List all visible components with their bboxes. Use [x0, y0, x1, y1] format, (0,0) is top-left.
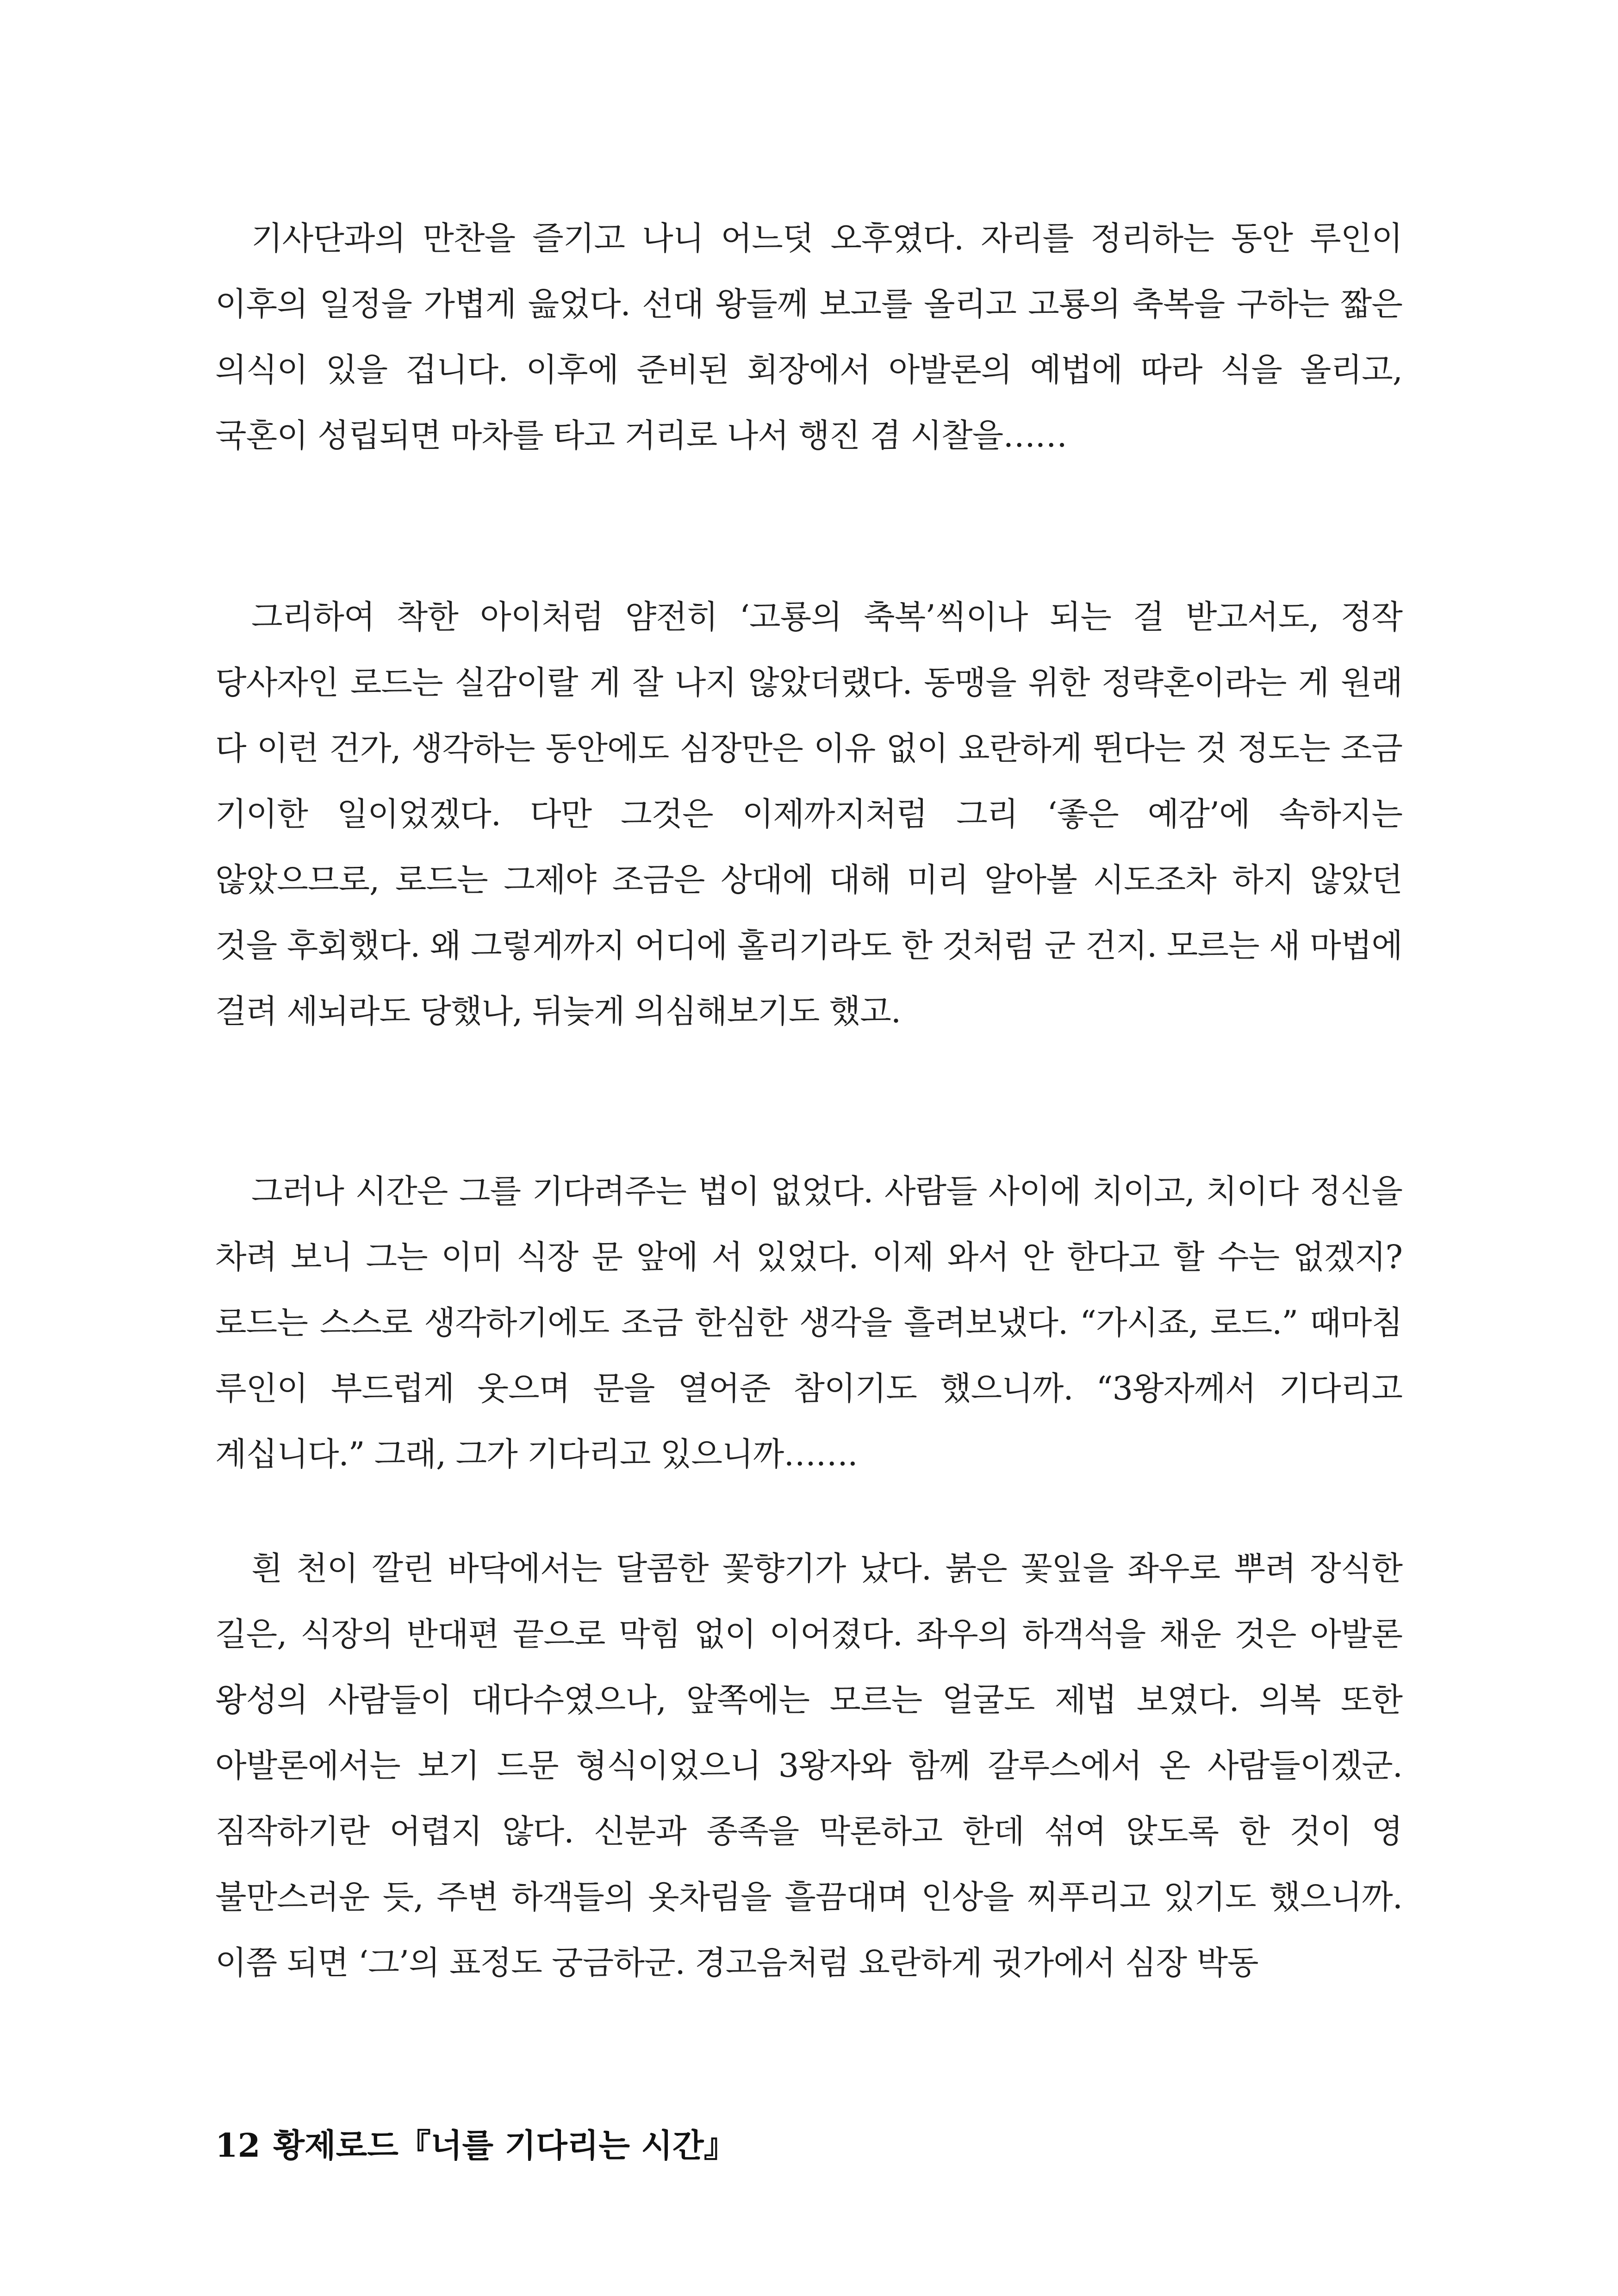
body-paragraph-3: 그러나 시간은 그를 기다려주는 법이 없었다. 사람들 사이에 치이고, 치이다 정신을 차려 보니 그는 이미 식장 문 앞에 서 있었다. 이제 와서 안 한다고 할 수는 없겠지? 로드는 스스로 생각하기에도 조금 한심한 생각을 흘려보냈다. “가시죠, 로드.” 때마침 루인이 부드럽게 웃으며 문을 열어준 참이기도 했으니까. “3왕자께서 기다리고 계십니다.” 그래, 그가 기다리고 있으니까……. [215, 1172, 1402, 1473]
page-footer [215, 2124, 736, 2167]
book-title: 황제로드『너를 기다리는 시간』 [273, 2126, 736, 2165]
body-paragraph-4: 흰 천이 깔린 바닥에서는 달콤한 꽃향기가 났다. 붉은 꽃잎을 좌우로 뿌려 장식한 길은, 식장의 반대편 끝으로 막힘 없이 이어졌다. 좌우의 하객석을 채운 것은 아발론 왕성의 사람들이 대다수였으나, 앞쪽에는 모르는 얼굴도 제법 보였다. 의복 또한 아발론에서는 보기 드문 형식이었으니 3왕자와 함께 갈루스에서 온 사람들이겠군. 짐작하기란 어렵지 않다. 신분과 종족을 막론하고 한데 섞여 앉도록 한 것이 영 불만스러운 듯, 주변 하객들의 옷차림을 흘끔대며 인상을 찌푸리고 있기도 했으니까. 이쯤 되면 ‘그’의 표정도 궁금하군. 경고음처럼 요란하게 귓가에서 심장 박동 [215, 1549, 1402, 1982]
page-number: 12 [215, 2126, 261, 2165]
body-paragraph-1: 기사단과의 만찬을 즐기고 나니 어느덧 오후였다. 자리를 정리하는 동안 루인이 이후의 일정을 가볍게 읊었다. 선대 왕들께 보고를 올리고 고룡의 축복을 구하는 짧은 의식이 있을 겁니다. 이후에 준비된 회장에서 아발론의 예법에 따라 식을 올리고, 국혼이 성립되면 마차를 타고 거리로 나서 행진 겸 시찰을…… [215, 219, 1402, 454]
body-paragraph-2: 그리하여 착한 아이처럼 얌전히 ‘고룡의 축복’씩이나 되는 걸 받고서도, 정작 당사자인 로드는 실감이랄 게 잘 나지 않았더랬다. 동맹을 위한 정략혼이라는 게 원래 다 이런 건가, 생각하는 동안에도 심장만은 이유 없이 요란하게 뛴다는 것 정도는 조금 기이한 일이었겠다. 다만 그것은 이제까지처럼 그리 ‘좋은 예감’에 속하지는 않았으므로, 로드는 그제야 조금은 상대에 대해 미리 알아볼 시도조차 하지 않았던 것을 후회했다. 왜 그렇게까지 어디에 홀리기라도 한 것처럼 군 건지. 모르는 새 마법에 걸려 세뇌라도 당했나, 뒤늦게 의심해보기도 했고. [215, 598, 1402, 1030]
